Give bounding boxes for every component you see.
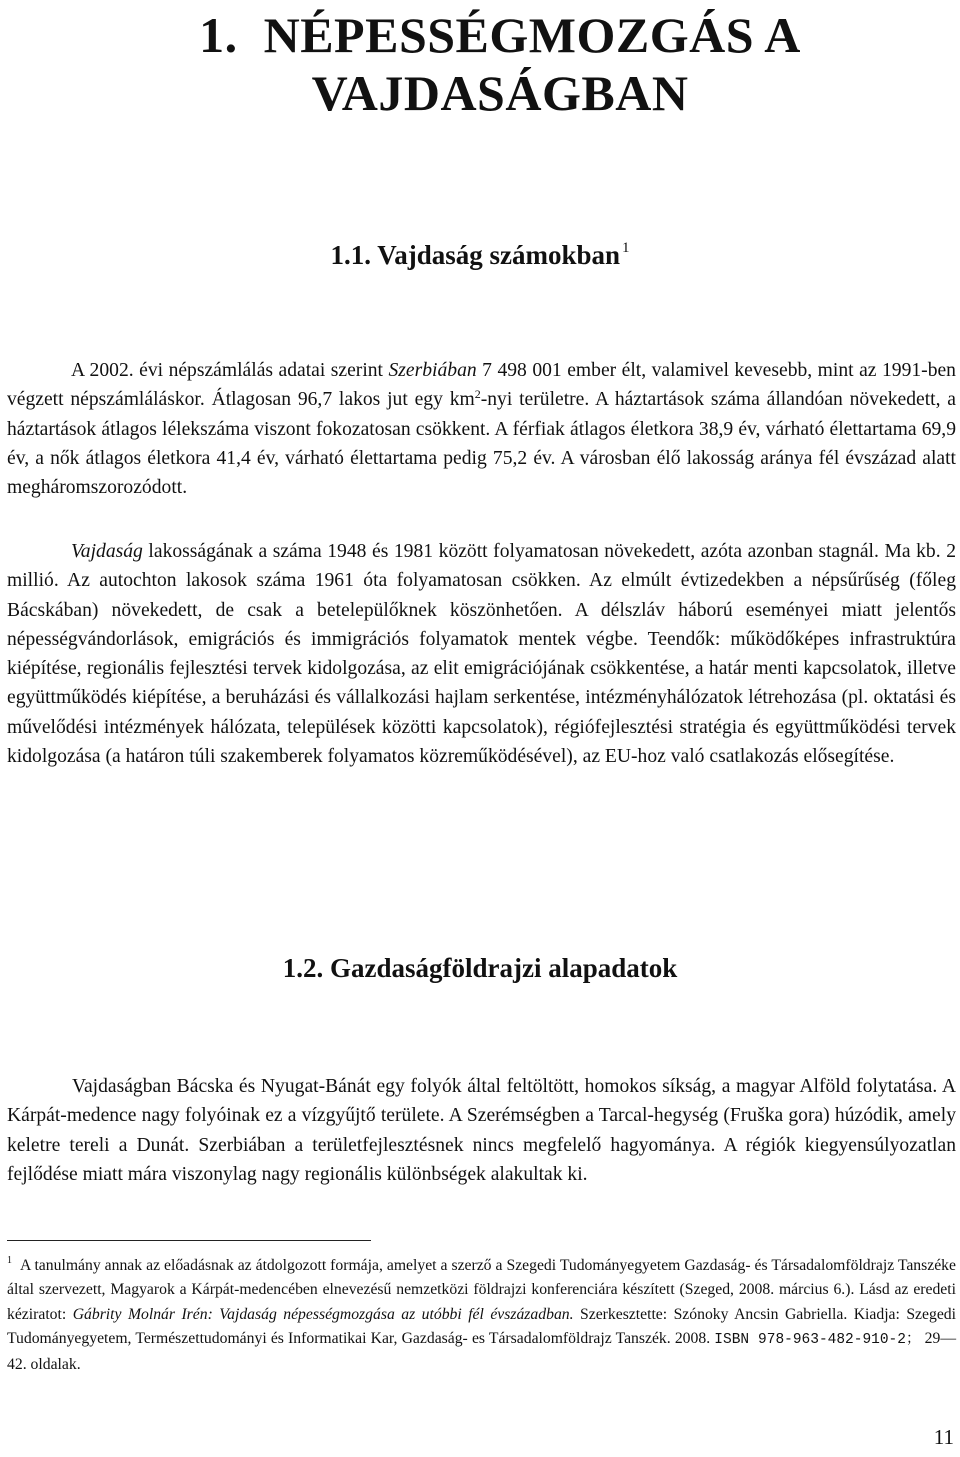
footnote-mark: 1: [7, 1255, 12, 1266]
paragraph-vojvodina-population: [7, 537, 956, 771]
chapter-title-line2: VAJDASÁGBAN: [311, 65, 689, 121]
superscript-2: 2: [474, 387, 481, 402]
chapter-title: [150, 6, 850, 122]
paragraph-census: [7, 356, 956, 502]
footnote-manuscript-title: Gábrity Molnár Irén: Vajdaság népességmozgása az utóbbi fél évszázadban.: [72, 1305, 574, 1323]
paragraph-census-italic: Szerbiában: [388, 360, 477, 381]
footnote-reference[interactable]: 1: [622, 240, 630, 256]
page-number: 11: [933, 1425, 954, 1449]
footnote-text-a: A tanulmány annak az előadásnak az átdolgozott formája, amelyet a szerző a Szegedi Tudományegyetem Gazdaság- és Társadalomföldrajz Tanszéke által szervezett, Magyarok a Kárpát-medencében elnevezésű nemzetközi földrajzi konferenciára készített (Szeged, 2008. március 6.). Lásd az eredeti kéziratot:: [7, 1257, 956, 1323]
paragraph-vojvodina-text: lakosságának a száma 1948 és 1981 között folyamatosan növekedett, azóta azonban stagnál. Ma kb. 2 millió. Az autochton lakosok száma 1961 óta folyamatosan csökken. Az elmúlt évtizedekben a népsűrűség (főleg Bácskában) növekedett, de csak a betelepülőknek köszönhetően. A délszláv háború eseményei miatt jelentős népességvándorlások, emigrációs és immigrációs folyamatok mentek végbe. Teendők: működőképes infrastruktúra kiépítése, regionális fejlesztési tervek kidolgozása, az elit emigrációjának csökkentése, a határ menti kapcsolatok, illetve együttműködés kiépítése, a beruházási és vállalkozási hajlam serkentése, intézményhálózatok létrehozása (pl. oktatási és művelődési intézmények hálózata, települések közötti kapcsolatok), régiófejlesztési stratégia és együttműködési tervek kidolgozása (a határon túli szakemberek folyamatos közreműködésével), az EU-hoz való csatlakozás elősegítése.: [7, 541, 956, 768]
section-heading-1-2: [0, 952, 960, 984]
section-heading-1-2-text: 1.2. Gazdaságföldrajzi alapadatok: [282, 953, 678, 983]
footnote-separator: [7, 1240, 371, 1241]
paragraph-census-text-c: -nyi területre. A háztartások száma állandóan növekedett, a háztartások átlagos lélekszáma viszont fokozatosan csökkent. A férfiak átlagos életkora 38,9 év, várható élettartama 69,9 év, a nők átlagos életkora 41,4 év, várható élettartama pedig 75,2 év. A városban élő lakosság aránya fél évszázad alatt megháromszorozódott.: [7, 389, 956, 499]
paragraph-census-text-a: A 2002. évi népszámlálás adatai szerint: [71, 360, 389, 381]
section-heading-1-1: [0, 232, 960, 271]
paragraph-census-text-b: 7 498 001 ember élt, valamivel kevesebb, mint az 1991-ben végzett népszámláláskor. Átlagosan 96,7 lakos jut egy km: [7, 360, 956, 411]
footnote-text-b: Szerkesztette: Szónoky Ancsin Gabriella. Kiadja: Szegedi Tudományegyetem, Természettudományi és Informatikai Kar, Gazdaság- es Társadalomföldrajz Tanszék. 2008.: [7, 1305, 956, 1348]
section-heading-1-1-text: 1.1. Vajdaság számokban: [330, 240, 621, 270]
paragraph-geography: [7, 1072, 956, 1189]
footnote-text-c: 29—42. oldalak.: [7, 1330, 957, 1373]
chapter-number: 1.: [199, 7, 238, 63]
footnote-isbn: ISBN 978-963-482-910-2；: [714, 1332, 921, 1349]
paragraph-geography-text: Vajdaságban Bácska és Nyugat-Bánát egy folyók által feltöltött, homokos síkság, a magyar Alföld folytatása. A Kárpát-medence nagy folyóinak ez a vízgyűjtő területe. A Szerémségben a Tarcal-hegység (Fruška gora) húzódik, amely keletre tereli a Dunát. Szerbiában a területfejlesztésnek nincs megfelelő hagyománya. A régiók kiegyensúlyozatlan fejlődése miatt mára viszonylag nagy regionális különbségek alakultak ki.: [7, 1076, 956, 1185]
paragraph-vojvodina-italic: Vajdaság: [71, 541, 143, 562]
footnote: [7, 1254, 956, 1377]
chapter-title-line1: NÉPESSÉGMOZGÁS A: [263, 7, 801, 63]
